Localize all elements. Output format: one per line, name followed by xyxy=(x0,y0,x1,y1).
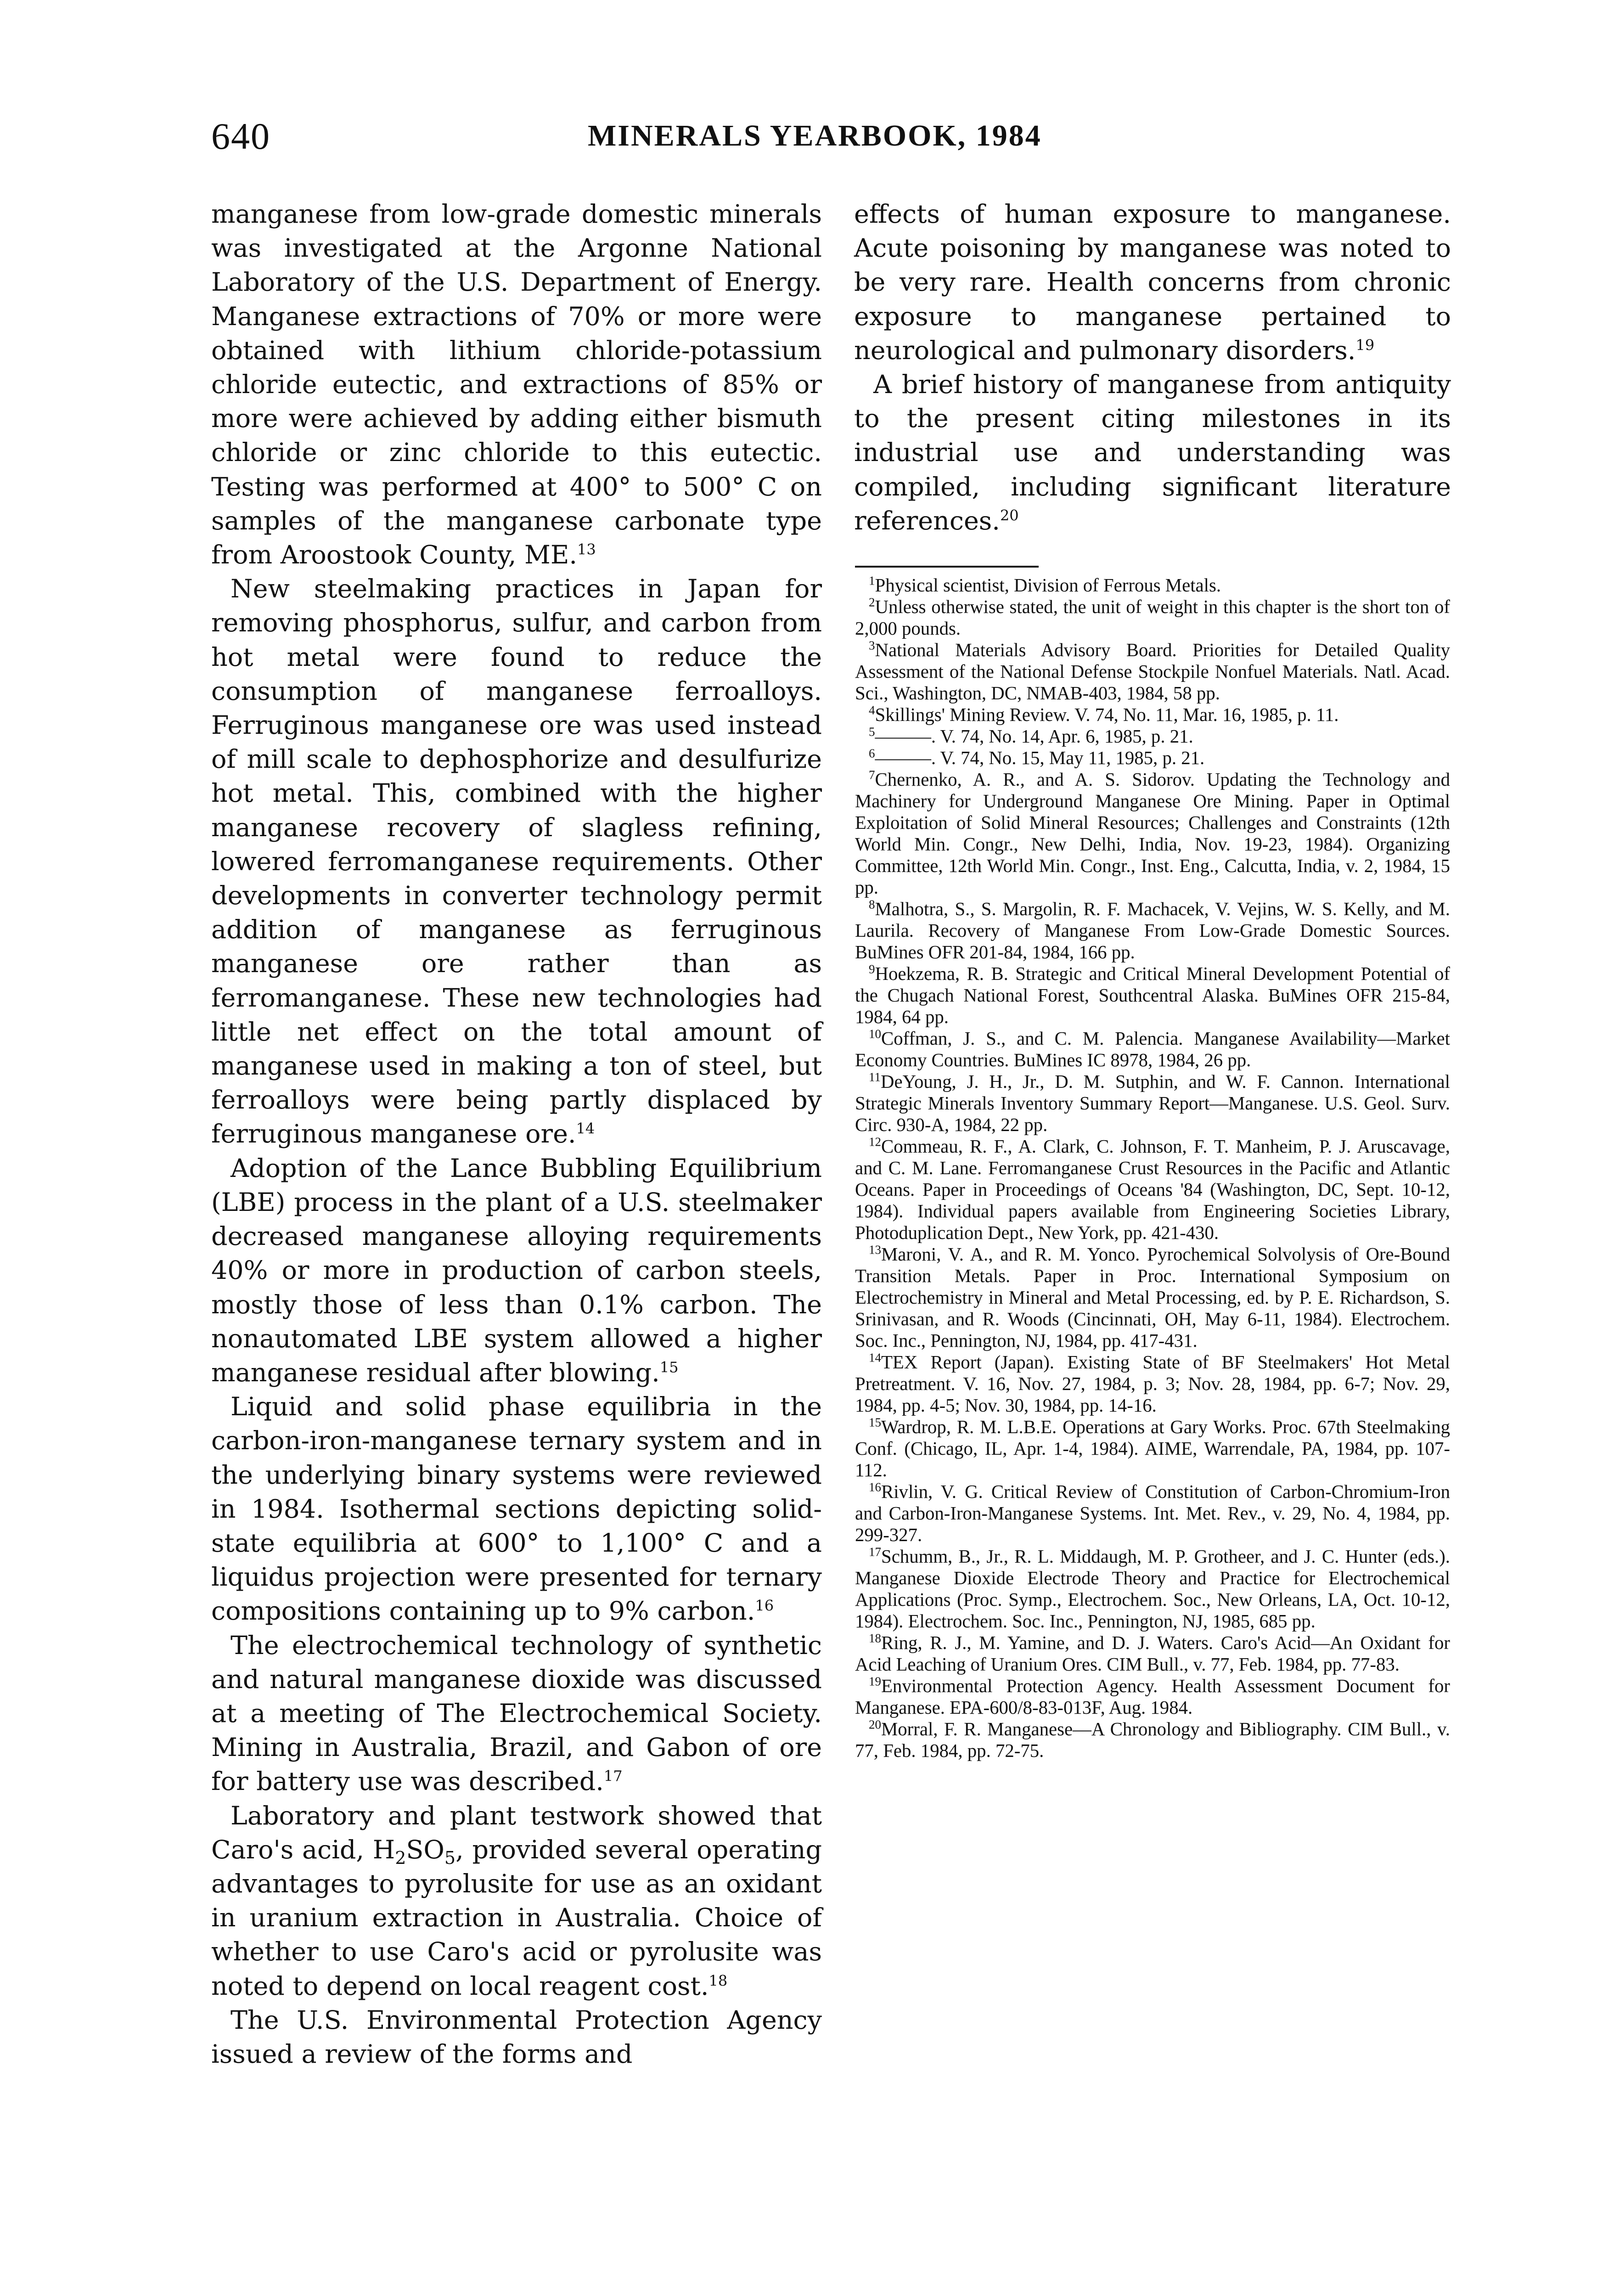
footnote-number: 7 xyxy=(869,768,875,782)
footnote-text: Physical scientist, Division of Ferrous Metals. xyxy=(875,575,1221,596)
footnote xyxy=(855,726,1450,747)
reference-marker: 14 xyxy=(576,1120,595,1137)
paragraph-text: New steelmaking practices in Japan for removing phosphorus, sulfur, and carbon from hot metal were found to reduce the consumption of manganese ferroalloys. Ferruginous manganese ore was used instead of mill scale to dephosphorize and desulfurize hot metal. This, combined with the higher manganese recovery of slagless refining, lowered ferromanganese requirements. Other developments in converter technology permit addition of manganese as ferruginous manganese ore rather than as ferromanganese. These new technologies had little net effect on the total amount of manganese used in making a ton of steel, but ferroalloys were being partly displaced by ferruginous manganese ore. xyxy=(211,574,822,1149)
footnote-number: 17 xyxy=(869,1545,881,1559)
paragraph xyxy=(211,1390,822,1628)
footnote xyxy=(855,898,1450,963)
footnote xyxy=(855,1632,1450,1675)
reference-marker: 13 xyxy=(577,540,596,558)
paragraph xyxy=(854,368,1451,538)
footnote xyxy=(855,1028,1450,1071)
footnote xyxy=(855,574,1450,596)
reference-marker: 17 xyxy=(603,1767,623,1785)
footnote-text: Coffman, J. S., and C. M. Palencia. Manganese Availability—Market Economy Countries. BuMines IC 8978, 1984, 26 pp. xyxy=(855,1028,1450,1070)
footnote-text: ———. V. 74, No. 14, Apr. 6, 1985, p. 21. xyxy=(875,726,1193,747)
footnote-number: 15 xyxy=(869,1415,881,1429)
footnote-number: 3 xyxy=(869,638,875,653)
right-text-column xyxy=(854,197,1451,538)
paragraph-text: effects of human exposure to manganese. Acute poisoning by manganese was noted to be very rare. Health concerns from chronic exposure to manganese pertained to neurological and pulmonary disorders. xyxy=(854,199,1451,366)
footnote-number: 20 xyxy=(869,1717,881,1732)
paragraph-text: Laboratory and plant testwork showed that Caro's acid, H xyxy=(211,1801,822,1865)
footnote-text: Morral, F. R. Manganese—A Chronology and Bibliography. CIM Bull., v. 77, Feb. 1984, pp. 72-75. xyxy=(855,1719,1450,1761)
footnote xyxy=(855,1675,1450,1718)
paragraph-text: Liquid and solid phase equilibria in the carbon-iron-manganese ternary system and in the underlying binary systems were reviewed in 1984. Isothermal sections depicting solid-state equilibria at 600° to 1,100° C and a liquidus projection were presented for ternary compositions containing up to 9% carbon. xyxy=(211,1392,822,1626)
paragraph xyxy=(211,197,822,572)
paragraph-text: , provided several operating advantages to pyrolusite for use as an oxidant in uranium extraction in Australia. Choice of whether to use Caro's acid or pyrolusite was noted to depend on local reagent cost. xyxy=(211,1835,822,2001)
footnote xyxy=(855,1416,1450,1481)
footnote-number: 16 xyxy=(869,1480,881,1494)
paragraph-text: The U.S. Environmental Protection Agency issued a review of the forms and xyxy=(211,2005,822,2069)
footnote-number: 6 xyxy=(869,746,875,760)
paragraph-text: The electrochemical technology of synthetic and natural manganese dioxide was discussed at a meeting of The Electrochemical Society. Mining in Australia, Brazil, and Gabon of ore for battery use was described. xyxy=(211,1630,822,1797)
footnote-text: ———. V. 74, No. 15, May 11, 1985, p. 21. xyxy=(875,748,1205,768)
footnote-number: 11 xyxy=(869,1070,881,1084)
footnote-number: 5 xyxy=(869,725,875,739)
footnote-text: Skillings' Mining Review. V. 74, No. 11, Mar. 16, 1985, p. 11. xyxy=(875,704,1339,725)
subscript: 2 xyxy=(395,1847,406,1868)
paragraph-text: manganese from low-grade domestic minerals was investigated at the Argonne National Laboratory of the U.S. Department of Energy. Manganese extractions of 70% or more were obtained with lithium chloride-potassium chloride eutectic, and extractions of 85% or more were achieved by adding either bismuth chloride or zinc chloride to this eutectic. Testing was performed at 400° to 500° C on samples of the manganese carbonate type from Aroostook County, ME. xyxy=(211,199,822,570)
footnote xyxy=(855,1351,1450,1416)
footnote-text: Rivlin, V. G. Critical Review of Constitution of Carbon-Chromium-Iron and Carbon-Iron-Manganese Systems. Int. Met. Rev., v. 29, No. 4, 1984, pp. 299-327. xyxy=(855,1481,1450,1545)
footnote-divider xyxy=(855,566,1039,568)
footnote-text: Maroni, V. A., and R. M. Yonco. Pyrochemical Solvolysis of Ore-Bound Transition Metals. Paper in Proc. International Symposium on Electrochemistry in Mineral and Metal Processing, ed. by P. E. Richardson, S. Srinivasan, and R. Woods (Cincinnati, OH, May 6-11, 1984). Electrochem. Soc. Inc., Pennington, NJ, 1984, pp. 417-431. xyxy=(855,1244,1450,1351)
footnote xyxy=(855,1546,1450,1632)
footnote xyxy=(855,1481,1450,1546)
footnote-number: 4 xyxy=(869,703,875,717)
reference-marker: 19 xyxy=(1355,336,1375,354)
footnote-number: 18 xyxy=(869,1631,881,1645)
footnote-text: Hoekzema, R. B. Strategic and Critical Mineral Development Potential of the Chugach National Forest, Southcentral Alaska. BuMines OFR 215-84, 1984, 64 pp. xyxy=(855,963,1450,1027)
subscript: 5 xyxy=(444,1847,456,1868)
left-text-column xyxy=(211,197,822,2071)
paragraph xyxy=(211,1799,822,2003)
footnote xyxy=(855,1136,1450,1244)
paragraph xyxy=(211,1152,822,1390)
footnote-text: National Materials Advisory Board. Priorities for Detailed Quality Assessment of the National Defense Stockpile Nonfuel Materials. Natl. Acad. Sci., Washington, DC, NMAB-403, 1984, 58 pp. xyxy=(855,640,1450,703)
footnote-number: 14 xyxy=(869,1351,881,1365)
footnote xyxy=(855,963,1450,1028)
footnote-text: TEX Report (Japan). Existing State of BF Steelmakers' Hot Metal Pretreatment. V. 16, Nov. 27, 1984, p. 3; Nov. 28, 1984, pp. 6-7; Nov. 29, 1984, pp. 4-5; Nov. 30, 1984, pp. 14-16. xyxy=(855,1352,1450,1416)
footnote-number: 10 xyxy=(869,1027,881,1041)
paragraph xyxy=(854,197,1451,368)
footnote-number: 12 xyxy=(869,1135,881,1149)
footnote-text: Ring, R. J., M. Yamine, and D. J. Waters. Caro's Acid—An Oxidant for Acid Leaching of Uranium Ores. CIM Bull., v. 77, Feb. 1984, pp. 77-83. xyxy=(855,1632,1450,1675)
footnote-number: 8 xyxy=(869,897,875,912)
paragraph xyxy=(211,2003,822,2071)
footnote xyxy=(855,747,1450,769)
footnote-number: 9 xyxy=(869,962,875,976)
footnote-text: Schumm, B., Jr., R. L. Middaugh, M. P. Grotheer, and J. C. Hunter (eds.). Manganese Dioxide Electrode Theory and Practice for Electrochemical Applications (Proc. Symp., Electrochem. Soc., New Orleans, LA, Oct. 10-12, 1984). Electrochem. Soc. Inc., Pennington, NJ, 1985, 685 pp. xyxy=(855,1546,1450,1632)
paragraph-text: SO xyxy=(406,1835,444,1865)
footnote-text: Chernenko, A. R., and A. S. Sidorov. Updating the Technology and Machinery for Underground Manganese Ore Mining. Paper in Optimal Exploitation of Solid Mineral Resources; Challenges and Constraints (12th World Min. Congr., New Delhi, India, Nov. 19-23, 1984). Organizing Committee, 12th World Min. Congr., Inst. Eng., Calcutta, India, v. 2, 1984, 15 pp. xyxy=(855,769,1450,898)
paragraph-text: A brief history of manganese from antiquity to the present citing milestones in its industrial use and understanding was compiled, including significant literature references. xyxy=(854,370,1451,536)
footnote-text: Wardrop, R. M. L.B.E. Operations at Gary Works. Proc. 67th Steelmaking Conf. (Chicago, IL, Apr. 1-4, 1984). AIME, Warrendale, PA, 1984, pp. 107-112. xyxy=(855,1417,1450,1480)
footnote xyxy=(855,1071,1450,1136)
footnote xyxy=(855,639,1450,704)
reference-marker: 18 xyxy=(709,1972,728,1990)
reference-marker: 15 xyxy=(659,1358,679,1376)
paragraph xyxy=(211,1629,822,1799)
footnotes-list xyxy=(855,574,1450,1761)
footnote xyxy=(855,704,1450,726)
reference-marker: 16 xyxy=(755,1597,774,1615)
footnote xyxy=(855,769,1450,898)
page-number: 640 xyxy=(211,115,270,157)
footnote xyxy=(855,1244,1450,1351)
footnote-text: Environmental Protection Agency. Health Assessment Document for Manganese. EPA-600/8-83-013F, Aug. 1984. xyxy=(855,1676,1450,1718)
running-title: MINERALS YEARBOOK, 1984 xyxy=(588,119,1042,152)
footnote-text: Unless otherwise stated, the unit of weight in this chapter is the short ton of 2,000 pounds. xyxy=(855,597,1450,639)
footnote xyxy=(855,596,1450,639)
footnote-text: DeYoung, J. H., Jr., D. M. Sutphin, and W. F. Cannon. International Strategic Minerals Inventory Summary Report—Manganese. U.S. Geol. Surv. Circ. 930-A, 1984, 22 pp. xyxy=(855,1071,1450,1135)
footnote-number: 1 xyxy=(869,574,875,588)
footnote-number: 2 xyxy=(869,595,875,609)
paragraph-text: Adoption of the Lance Bubbling Equilibrium (LBE) process in the plant of a U.S. steelmaker decreased manganese alloying requirements 40% or more in production of carbon steels, mostly those of less than 0.1% carbon. The nonautomated LBE system allowed a higher manganese residual after blowing. xyxy=(211,1153,822,1388)
paragraph xyxy=(211,572,822,1151)
footnote-text: Malhotra, S., S. Margolin, R. F. Machacek, V. Vejins, W. S. Kelly, and M. Laurila. Recovery of Manganese From Low-Grade Domestic Sources. BuMines OFR 201-84, 1984, 166 pp. xyxy=(855,899,1450,962)
footnote-number: 13 xyxy=(869,1243,881,1257)
footnote-number: 19 xyxy=(869,1674,881,1688)
footnote-text: Commeau, R. F., A. Clark, C. Johnson, F. T. Manheim, P. J. Aruscavage, and C. M. Lane. Ferromanganese Crust Resources in the Pacific and Atlantic Oceans. Paper in Proceedings of Oceans '84 (Washington, DC, Sept. 10-12, 1984). Individual papers available from Engineering Societies Library, Photoduplication Dept., New York, pp. 421-430. xyxy=(855,1136,1450,1243)
footnote xyxy=(855,1718,1450,1761)
reference-marker: 20 xyxy=(1000,506,1019,524)
